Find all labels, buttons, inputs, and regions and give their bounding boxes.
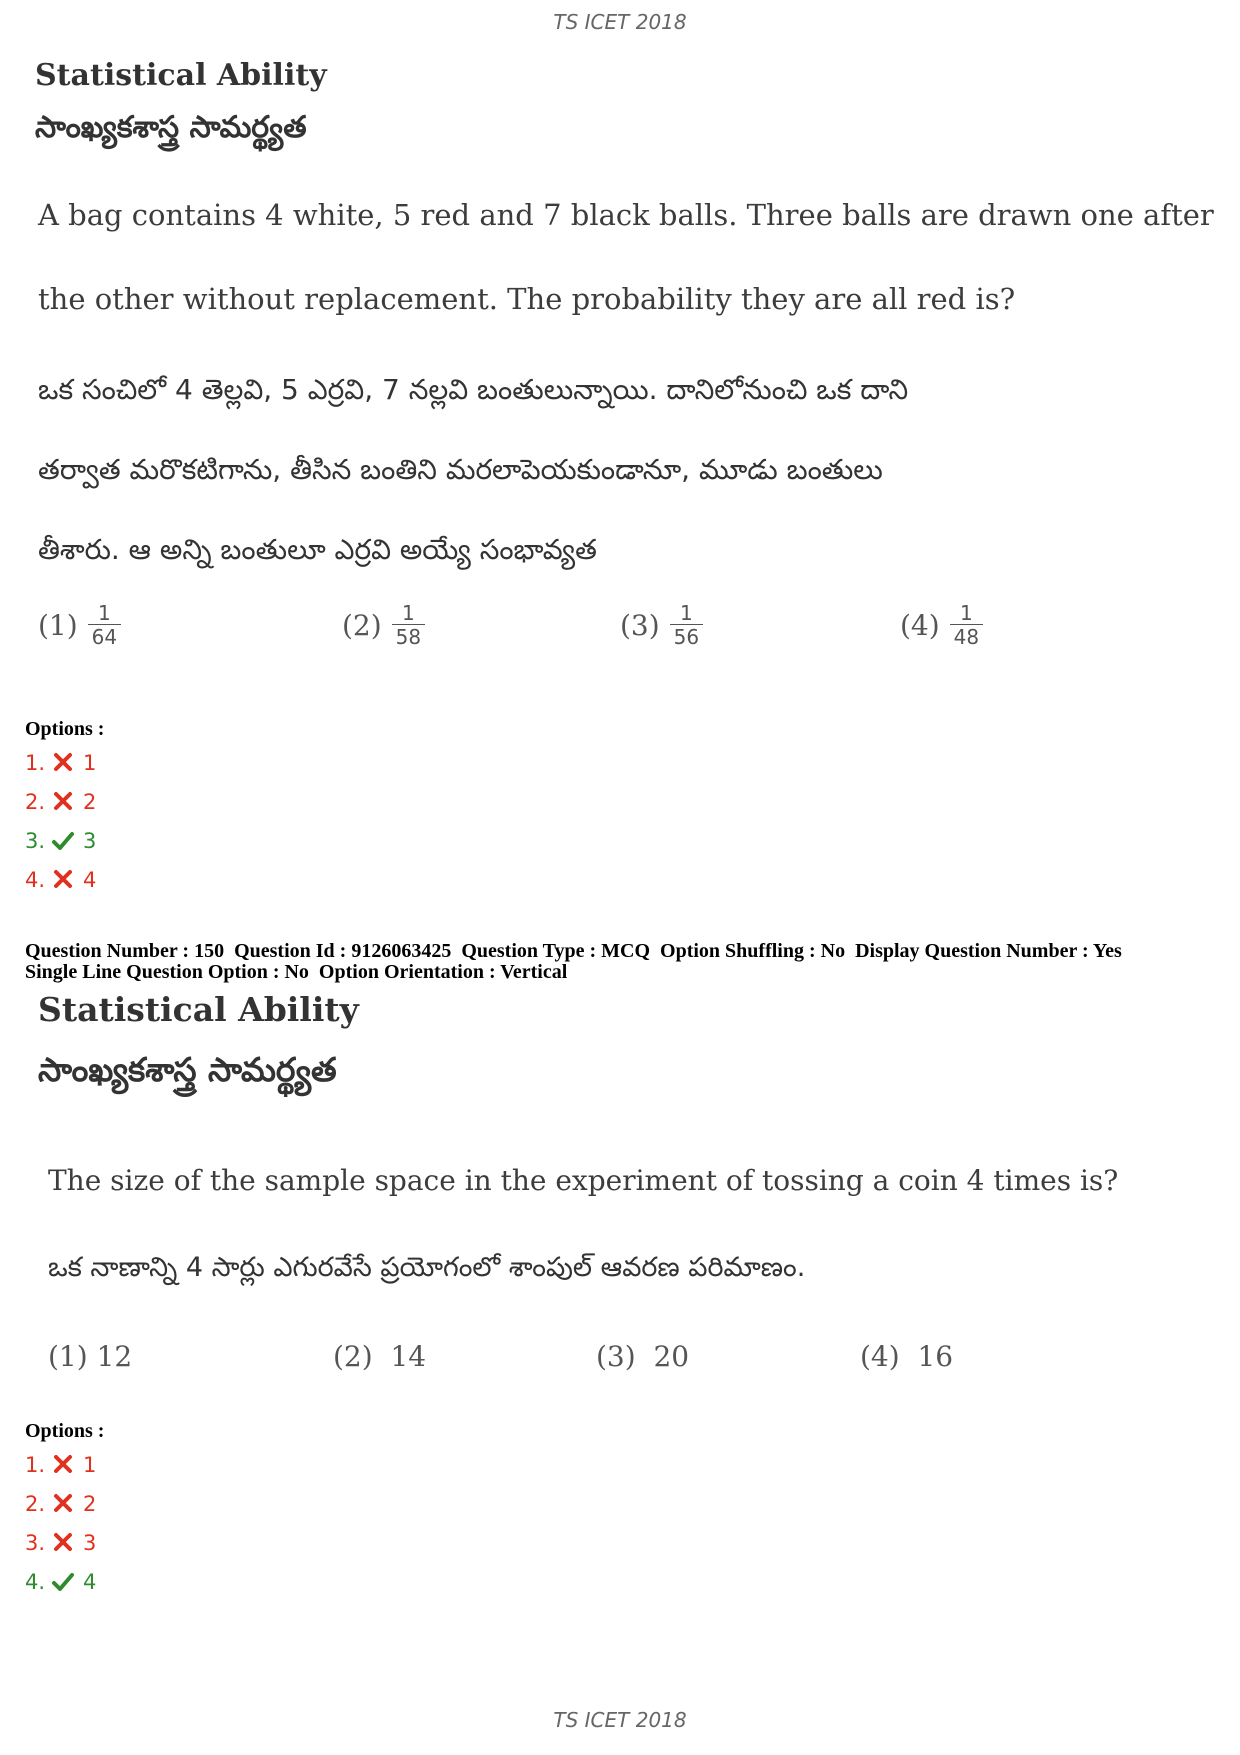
- page-header: TS ICET 2018: [553, 10, 687, 34]
- option-index: 4.: [25, 868, 46, 892]
- fraction: [392, 602, 425, 649]
- question-text-en: The size of the sample space in the experiment of tossing a coin 4 times is?: [48, 1164, 1119, 1197]
- question-text-te-line-1: ఒక సంచిలో 4 తెల్లవి, 5 ఎర్రవి, 7 నల్లవి బంతులున్నాయి. దానిలోనుంచి ఒక దాని: [38, 373, 909, 406]
- section-title-en: Statistical Ability: [35, 58, 327, 93]
- question-text-te-line-3: తీశారు. ఆ అన్ని బంతులూ ఎర్రవి అయ్యే సంభావ్యత: [38, 533, 597, 566]
- option-row-4: [25, 865, 96, 895]
- cross-icon: [51, 751, 75, 775]
- section-title-te: సాంఖ్యకశాస్త్ర సామర్థ్యత: [38, 1050, 337, 1089]
- fraction-numerator: 1: [680, 601, 693, 625]
- fraction: [670, 602, 703, 649]
- choice-label: (2): [333, 1340, 373, 1373]
- answer-choice-4: [860, 1340, 953, 1373]
- page-footer: TS ICET 2018: [553, 1708, 687, 1732]
- choice-label: (2): [342, 609, 382, 642]
- fraction-denominator: 58: [392, 624, 425, 649]
- choice-label: (4): [860, 1340, 900, 1373]
- fraction: [88, 602, 121, 649]
- choice-label: (1): [38, 609, 78, 642]
- option-index: 4.: [25, 1570, 46, 1594]
- fraction-denominator: 48: [950, 624, 983, 649]
- question-text-te: ఒక నాణాన్ని 4 సార్లు ఎగురవేసే ప్రయోగంలో శాంపుల్ ఆవరణ పరిమాణం.: [48, 1252, 806, 1283]
- option-row-3: [25, 1528, 96, 1558]
- choice-value: 16: [917, 1340, 954, 1373]
- answer-choice-2: [333, 1340, 426, 1373]
- option-row-1: [25, 1450, 96, 1480]
- cross-icon: [51, 1531, 75, 1555]
- question-text-en-line-1: A bag contains 4 white, 5 red and 7 black balls. Three balls are drawn one after: [38, 198, 1214, 232]
- option-index: 3.: [25, 829, 46, 853]
- fraction-denominator: 56: [670, 624, 703, 649]
- choice-label: (4): [900, 609, 940, 642]
- option-value: 4: [83, 1570, 97, 1594]
- option-row-3: [25, 826, 96, 856]
- answer-choice-2: [342, 602, 425, 649]
- option-value: 4: [83, 868, 97, 892]
- option-index: 1.: [25, 751, 46, 775]
- option-value: 1: [83, 1453, 97, 1477]
- option-row-2: [25, 787, 96, 817]
- cross-icon: [51, 1492, 75, 1516]
- options-label: Options :: [25, 718, 105, 740]
- option-index: 1.: [25, 1453, 46, 1477]
- option-value: 2: [83, 1492, 97, 1516]
- option-value: 1: [83, 751, 97, 775]
- option-index: 3.: [25, 1531, 46, 1555]
- check-icon: [51, 829, 75, 853]
- choice-value: 20: [653, 1340, 690, 1373]
- cross-icon: [51, 790, 75, 814]
- choice-label: (3): [596, 1340, 636, 1373]
- answer-choice-1: [48, 1340, 132, 1373]
- section-title-te: సాంఖ్యకశాస్త్ర సామర్థ్యత: [35, 110, 307, 145]
- question-meta-line-2: Single Line Question Option : No Option Orientation : Vertical: [25, 961, 568, 983]
- option-row-1: [25, 748, 96, 778]
- option-index: 2.: [25, 790, 46, 814]
- fraction-numerator: 1: [960, 601, 973, 625]
- answer-choice-3: [620, 602, 703, 649]
- fraction-numerator: 1: [402, 601, 415, 625]
- option-row-4: [25, 1567, 96, 1597]
- question-text-te-line-2: తర్వాత మరొకటిగాను, తీసిన బంతిని మరలాపెయకుండానూ, మూడు బంతులు: [38, 453, 883, 486]
- question-text-en-line-2: the other without replacement. The probability they are all red is?: [38, 282, 1016, 316]
- cross-icon: [51, 1453, 75, 1477]
- section-title-en: Statistical Ability: [38, 990, 359, 1029]
- option-value: 2: [83, 790, 97, 814]
- answer-choice-3: [596, 1340, 689, 1373]
- cross-icon: [51, 868, 75, 892]
- choice-value: 14: [390, 1340, 427, 1373]
- check-icon: [51, 1570, 75, 1594]
- option-row-2: [25, 1489, 96, 1519]
- fraction-denominator: 64: [88, 624, 121, 649]
- options-label: Options :: [25, 1420, 105, 1442]
- answer-choice-1: [38, 602, 121, 649]
- choice-label: (1): [48, 1340, 88, 1373]
- fraction: [950, 602, 983, 649]
- answer-choice-4: [900, 602, 983, 649]
- option-value: 3: [83, 829, 97, 853]
- option-index: 2.: [25, 1492, 46, 1516]
- choice-value: 12: [96, 1340, 133, 1373]
- fraction-numerator: 1: [98, 601, 111, 625]
- option-value: 3: [83, 1531, 97, 1555]
- question-meta-line-1: Question Number : 150 Question Id : 9126063425 Question Type : MCQ Option Shuffling : No Display Question Number : Yes: [25, 940, 1122, 962]
- choice-label: (3): [620, 609, 660, 642]
